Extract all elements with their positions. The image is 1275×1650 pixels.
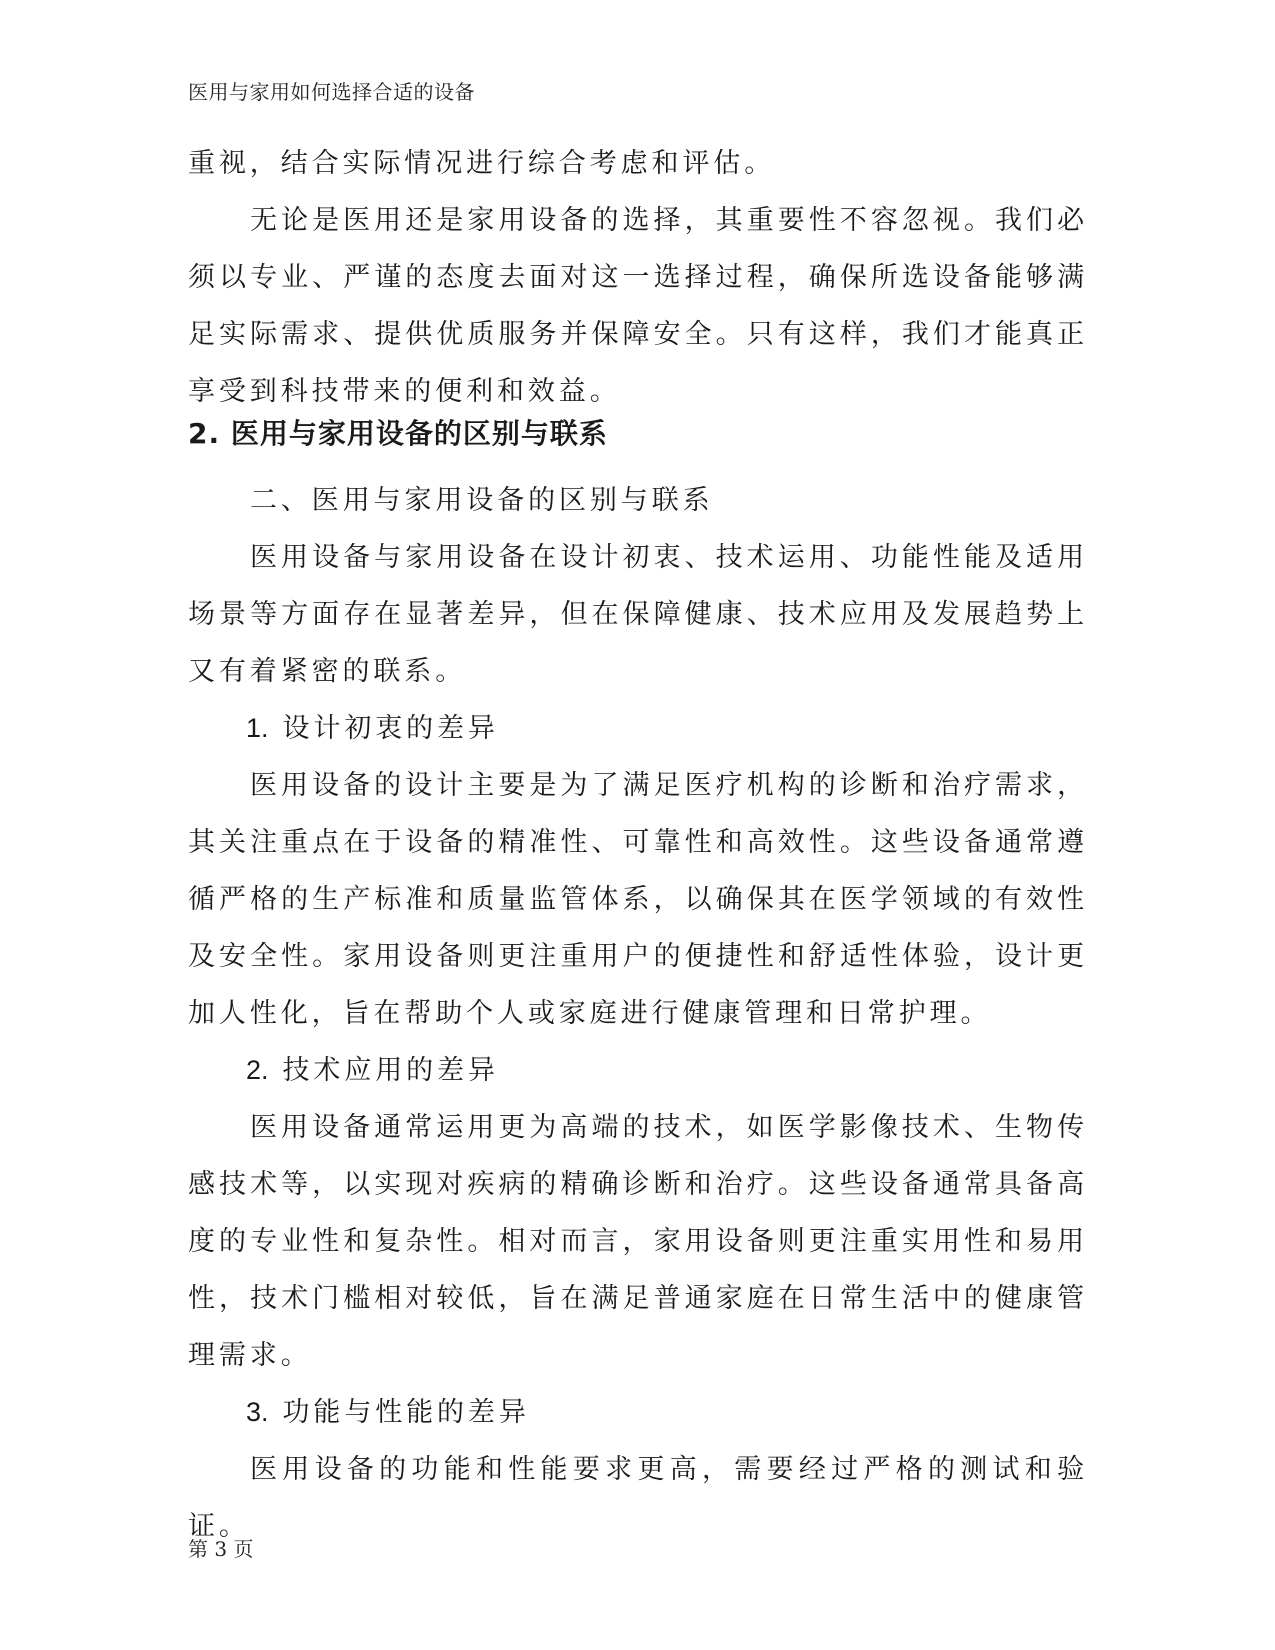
list-heading-text: 功能与性能的差异: [282, 1397, 530, 1428]
sub-heading: 二、医用与家用设备的区别与联系: [250, 485, 714, 516]
body-block-top: [188, 135, 1088, 420]
page-number: 第 3 页: [188, 1537, 254, 1561]
section-heading-block: [188, 414, 1088, 454]
list-heading-function: [188, 1384, 1088, 1441]
paragraph-technology: 医用设备通常运用更为高端的技术，如医学影像技术、生物传感技术等，以实现对疾病的精确诊断和治疗。这些设备通常具备高度的专业性和复杂性。相对而言，家用设备则更注重实用性和易用性，技术门槛相对较低，旨在满足普通家庭在日常生活中的健康管理需求。: [188, 1112, 1088, 1371]
paragraph-design: 医用设备的设计主要是为了满足医疗机构的诊断和治疗需求，其关注重点在于设备的精准性、可靠性和高效性。这些设备通常遵循严格的生产标准和质量监管体系，以确保其在医学领域的有效性及安全性。家用设备则更注重用户的便捷性和舒适性体验，设计更加人性化，旨在帮助个人或家庭进行健康管理和日常护理。: [188, 770, 1088, 1029]
list-number: 3.: [246, 1397, 269, 1427]
paragraph-overview: 医用设备与家用设备在设计初衷、技术运用、功能性能及适用场景等方面存在显著差异，但在保障健康、技术应用及发展趋势上又有着紧密的联系。: [188, 542, 1088, 687]
body-block-section-2: [188, 472, 1088, 1555]
section-heading: 2. 医用与家用设备的区别与联系: [188, 417, 608, 450]
list-heading-design: [188, 700, 1088, 757]
list-heading-technology: [188, 1042, 1088, 1099]
list-heading-text: 技术应用的差异: [282, 1055, 499, 1086]
running-header: 医用与家用如何选择合适的设备: [188, 80, 475, 104]
list-number: 1.: [246, 713, 269, 743]
list-heading-text: 设计初衷的差异: [282, 713, 499, 744]
paragraph-importance: 无论是医用还是家用设备的选择，其重要性不容忽视。我们必须以专业、严谨的态度去面对这一选择过程，确保所选设备能够满足实际需求、提供优质服务并保障安全。只有这样，我们才能真正享受到科技带来的便利和效益。: [188, 205, 1088, 407]
paragraph-function: 医用设备的功能和性能要求更高，需要经过严格的测试和验证。: [188, 1454, 1088, 1542]
list-number: 2.: [246, 1055, 269, 1085]
paragraph-intro-continued: 重视，结合实际情况进行综合考虑和评估。: [188, 148, 776, 179]
